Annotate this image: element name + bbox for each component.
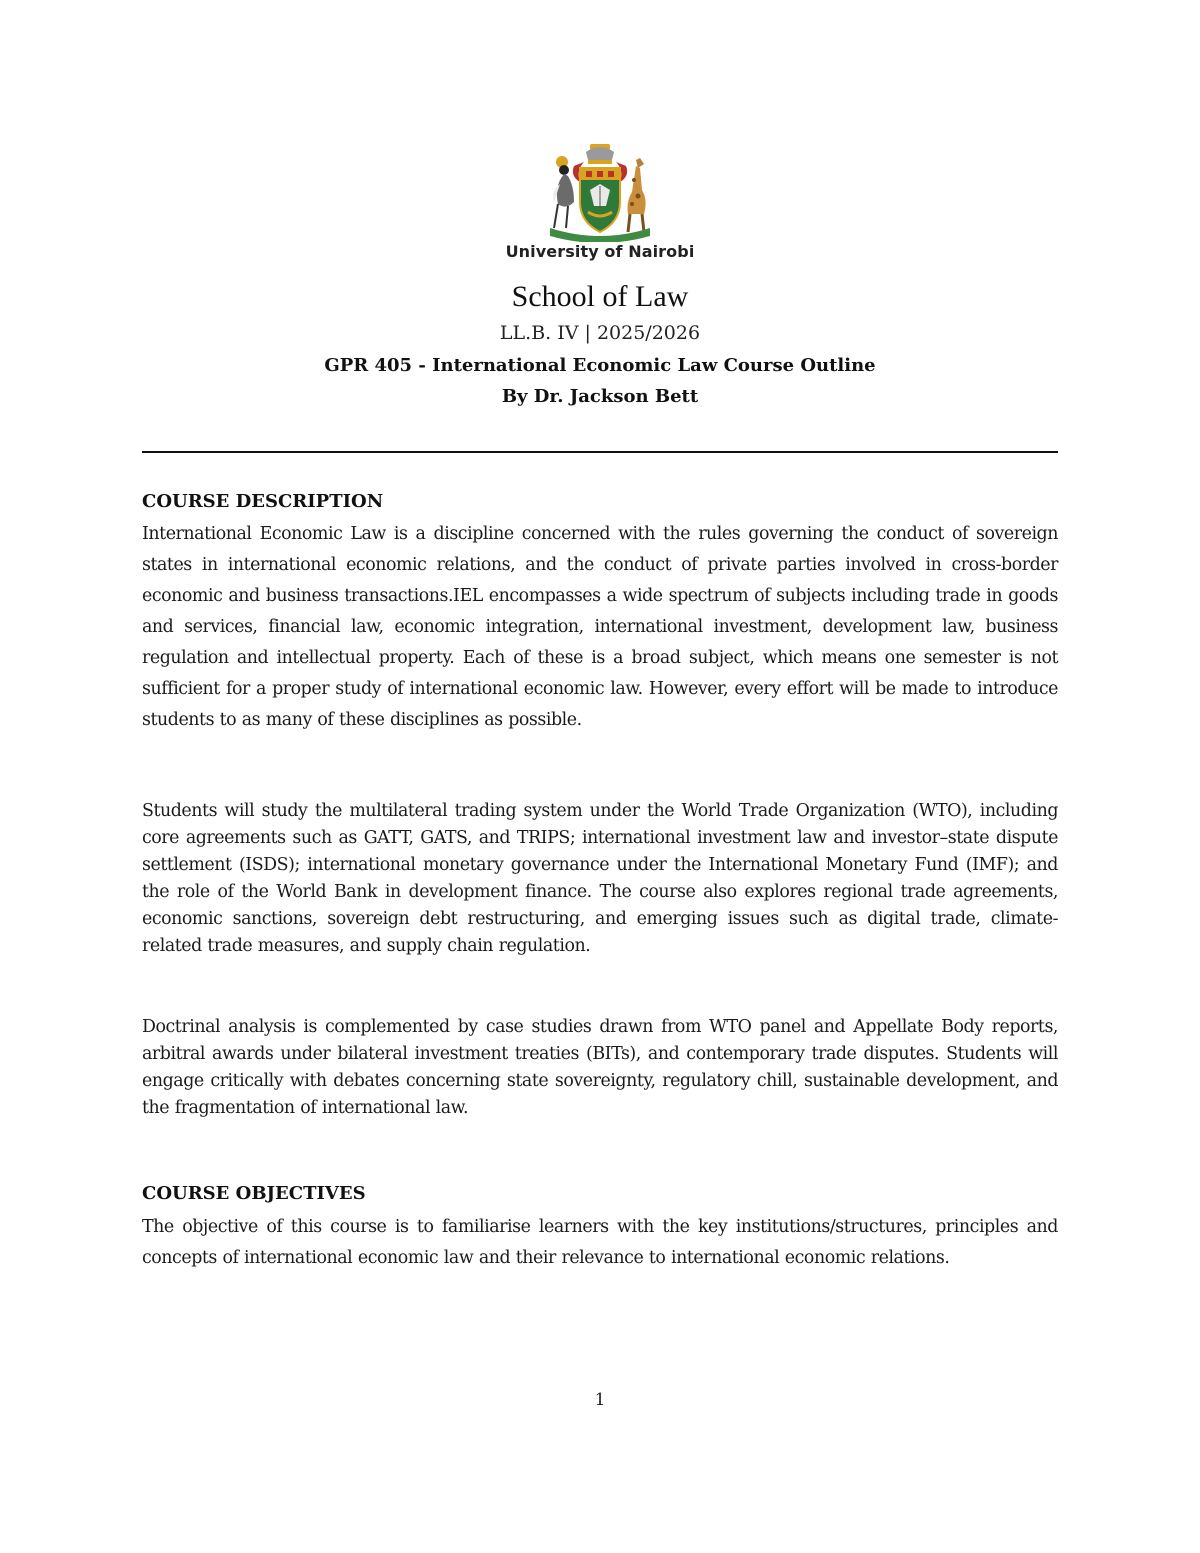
course-title: GPR 405 - International Economic Law Course Outline [324,355,876,376]
course-description-heading: COURSE DESCRIPTION [142,491,384,512]
header-divider [142,451,1058,453]
programme-year: LL.B. IV | 2025/2026 [499,322,701,344]
page-number: 1 [594,1390,606,1410]
course-description-paragraph: Students will study the multilateral trading system under the World Trade Organization (WTO), including core agreements such as GATT, GATS, and TRIPS; international investment law and investor–state dispute settlement (ISDS); international monetary governance under the International Monetary Fund (IMF); and the role of the World Bank in development finance. The course also explores regional trade agreements, economic sanctions, sovereign debt restructuring, and emerging issues such as digital trade, climate-related trade measures, and supply chain regulation. [142,801,1058,956]
course-author: By Dr. Jackson Bett [501,386,699,407]
university-name: University of Nairobi [505,242,695,261]
school-name: School of Law [511,280,689,313]
course-objectives-paragraph: The objective of this course is to familiarise learners with the key institutions/structures, principles and concepts of international economic law and their relevance to international economic relations. [142,1217,1058,1268]
course-objectives-heading: COURSE OBJECTIVES [142,1183,366,1204]
university-crest-icon [540,140,660,242]
course-description-paragraph: International Economic Law is a discipline concerned with the rules governing the conduct of sovereign states in international economic relations, and the conduct of private parties involved in cross-border economic and business transactions.IEL encompasses a wide spectrum of subjects including trade in goods and services, financial law, economic integration, international investment, development law, business regulation and intellectual property. Each of these is a broad subject, which means one semester is not sufficient for a proper study of international economic law. However, every effort will be made to introduce students to as many of these disciplines as possible. [142,524,1058,730]
course-description-paragraph: Doctrinal analysis is complemented by case studies drawn from WTO panel and Appellate Body reports, arbitral awards under bilateral investment treaties (BITs), and contemporary trade disputes. Students will engage critically with debates concerning state sovereignty, regulatory chill, sustainable development, and the fragmentation of international law. [142,1017,1058,1118]
